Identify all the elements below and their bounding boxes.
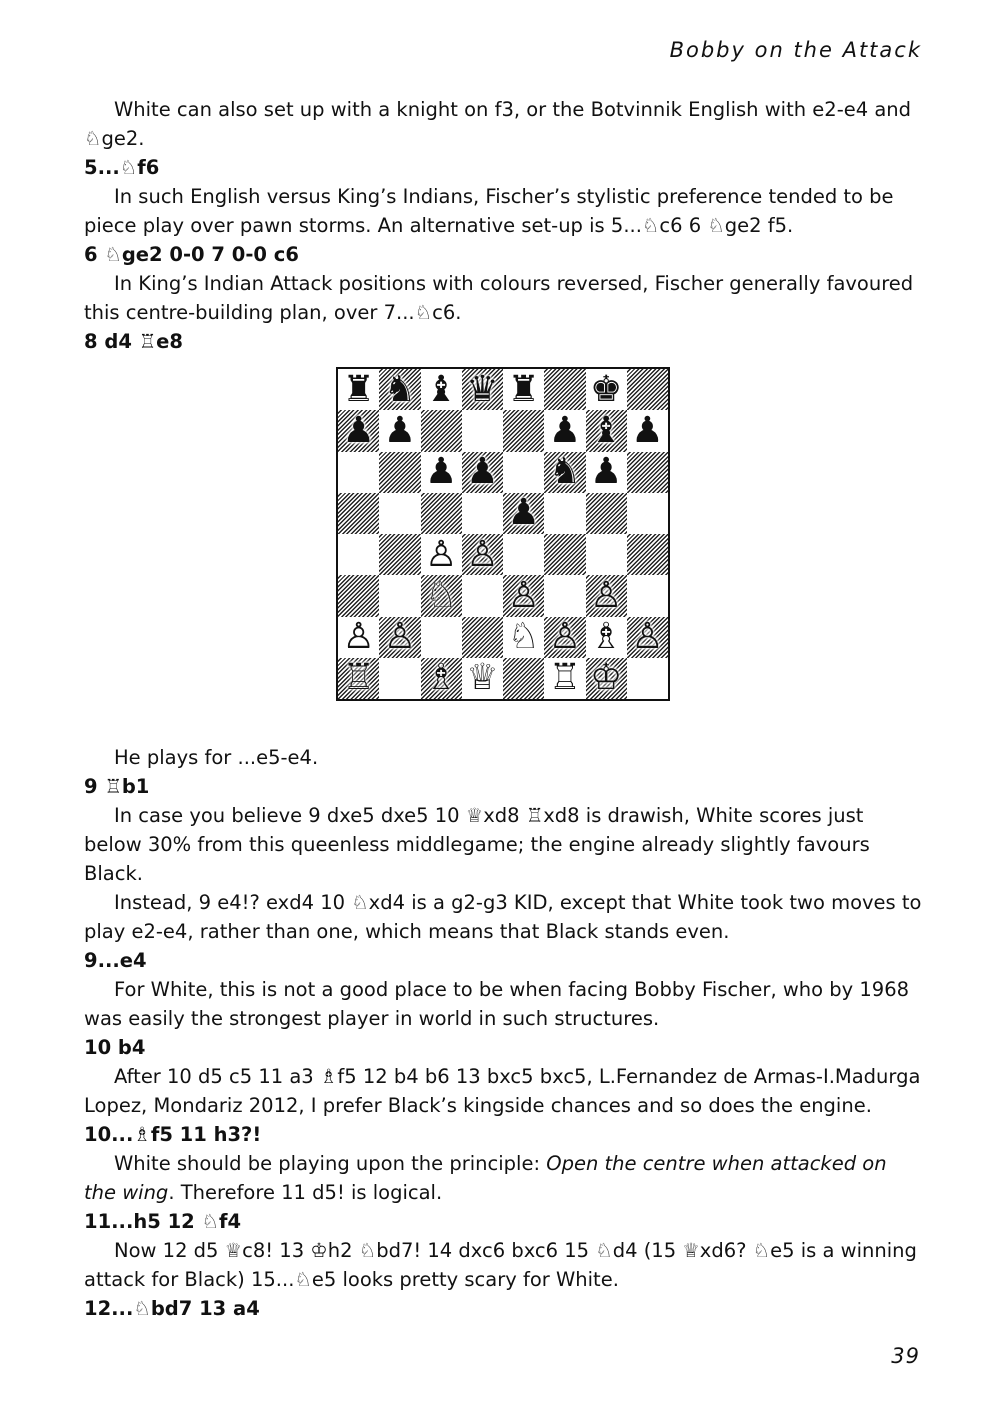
chess-diagram [334,365,672,703]
square-b6 [379,452,420,493]
text-block-bottom [84,743,924,1323]
square-a8 [338,369,379,410]
square-c6 [421,452,462,493]
running-header: Bobby on the Attack [669,38,922,62]
chess-piece-icon: ♙ [466,533,499,575]
square-e4 [503,534,544,575]
paragraph-text: . Therefore 11 d5! is logical. [168,1181,443,1204]
move-line: 10...♗f5 11 h3?! [84,1123,262,1146]
square-a2 [338,617,379,658]
move-line: 8 d4 ♖e8 [84,330,183,353]
square-b8 [379,369,420,410]
chess-piece-icon: ♟ [466,451,499,493]
square-h5 [627,493,668,534]
square-d6 [462,452,503,493]
square-f5 [544,493,585,534]
chess-piece-icon: ♜ [507,368,540,410]
square-c1 [421,658,462,699]
square-d7 [462,410,503,451]
paragraph [84,1149,924,1207]
text-block-top [84,95,924,356]
chess-piece-icon: ♞ [548,451,582,493]
square-d8 [462,369,503,410]
square-d5 [462,493,503,534]
paragraph: Instead, 9 e4!? exd4 10 ♘xd4 is a g2-g3 KID, except that White took two moves to play e2-e4, rather than one, which means that Black stands even. [84,891,922,943]
square-d4 [462,534,503,575]
paragraph: In such English versus King’s Indians, Fischer’s stylistic preference tended to be piece play over pawn storms. An alternative set-up is 5...♘c6 6 ♘ge2 f5. [84,185,894,237]
principle-italic: Open the centre when attacked on the wing [84,1152,887,1204]
square-b2 [379,617,420,658]
square-h2 [627,617,668,658]
chess-piece-icon: ♔ [589,657,623,699]
square-f6 [544,452,585,493]
chess-piece-icon: ♙ [589,574,623,616]
paragraph-text: White should be playing upon the principle: [114,1152,547,1175]
chess-piece-icon: ♖ [342,657,375,699]
square-c3 [421,575,462,616]
square-h1 [627,658,668,699]
move-line: 10 b4 [84,1036,146,1059]
square-g2 [586,617,627,658]
chess-piece-icon: ♕ [466,657,499,699]
chess-piece-icon: ♙ [507,574,540,616]
chess-piece-icon: ♞ [383,368,417,410]
chess-piece-icon: ♟ [548,409,582,451]
page-number: 39 [891,1344,920,1368]
square-f7 [544,410,585,451]
square-c2 [421,617,462,658]
square-a7 [338,410,379,451]
square-b3 [379,575,420,616]
square-f8 [544,369,585,410]
square-b7 [379,410,420,451]
square-e3 [503,575,544,616]
chess-piece-icon: ♙ [342,616,375,658]
square-e6 [503,452,544,493]
chess-piece-icon: ♟ [424,451,458,493]
move-line: 6 ♘ge2 0-0 7 0-0 c6 [84,243,299,266]
chess-piece-icon: ♛ [466,368,499,410]
square-b4 [379,534,420,575]
chess-piece-icon: ♘ [424,574,458,616]
square-a4 [338,534,379,575]
square-e5 [503,493,544,534]
chess-board [336,367,670,701]
square-c7 [421,410,462,451]
square-g1 [586,658,627,699]
chess-piece-icon: ♘ [507,616,540,658]
paragraph: Now 12 d5 ♕c8! 13 ♔h2 ♘bd7! 14 dxc6 bxc6 15 ♘d4 (15 ♕xd6? ♘e5 is a winning attack for Black) 15...♘e5 looks pretty scary for White. [84,1239,917,1291]
square-h3 [627,575,668,616]
square-g7 [586,410,627,451]
chess-piece-icon: ♟ [383,409,417,451]
move-line: 9 ♖b1 [84,775,150,798]
square-c5 [421,493,462,534]
chess-piece-icon: ♝ [424,368,458,410]
square-h4 [627,534,668,575]
square-e2 [503,617,544,658]
square-c8 [421,369,462,410]
chess-piece-icon: ♟ [507,492,540,534]
square-h6 [627,452,668,493]
square-b1 [379,658,420,699]
move-line: 5...♘f6 [84,156,160,179]
square-f4 [544,534,585,575]
chess-piece-icon: ♗ [424,657,458,699]
chess-piece-icon: ♙ [383,616,417,658]
move-line: 9...e4 [84,949,147,972]
square-a6 [338,452,379,493]
square-d1 [462,658,503,699]
paragraph: In King’s Indian Attack positions with colours reversed, Fischer generally favoured this centre-building plan, over 7...♘c6. [84,272,914,324]
paragraph: White can also set up with a knight on f3, or the Botvinnik English with e2-e4 and ♘ge2. [84,98,912,150]
square-b5 [379,493,420,534]
square-g4 [586,534,627,575]
square-g3 [586,575,627,616]
chess-piece-icon: ♙ [548,616,582,658]
chess-piece-icon: ♙ [631,616,664,658]
move-line: 11...h5 12 ♘f4 [84,1210,242,1233]
square-a5 [338,493,379,534]
square-g8 [586,369,627,410]
chess-piece-icon: ♜ [342,368,375,410]
paragraph: He plays for ...e5-e4. [114,746,319,769]
square-e8 [503,369,544,410]
chess-piece-icon: ♚ [589,368,623,410]
chess-piece-icon: ♙ [424,533,458,575]
square-h7 [627,410,668,451]
square-g5 [586,493,627,534]
square-a1 [338,658,379,699]
square-d2 [462,617,503,658]
square-f3 [544,575,585,616]
square-h8 [627,369,668,410]
square-e7 [503,410,544,451]
chess-piece-icon: ♝ [589,409,623,451]
paragraph: In case you believe 9 dxe5 dxe5 10 ♕xd8 ♖xd8 is drawish, White scores just below 30% from this queenless middlegame; the engine already slightly favours Black. [84,804,870,885]
chess-piece-icon: ♗ [589,616,623,658]
square-g6 [586,452,627,493]
square-c4 [421,534,462,575]
chess-piece-icon: ♟ [631,409,664,451]
paragraph: After 10 d5 c5 11 a3 ♗f5 12 b4 b6 13 bxc5 bxc5, L.Fernandez de Armas-I.Madurga Lopez, Mondariz 2012, I prefer Black’s kingside chances and so does the engine. [84,1065,921,1117]
square-e1 [503,658,544,699]
square-f1 [544,658,585,699]
chess-piece-icon: ♖ [548,657,582,699]
square-a3 [338,575,379,616]
paragraph: For White, this is not a good place to be when facing Bobby Fischer, who by 1968 was easily the strongest player in world in such structures. [84,978,910,1030]
move-line: 12...♘bd7 13 a4 [84,1297,260,1320]
chess-piece-icon: ♟ [342,409,375,451]
chess-piece-icon: ♟ [589,451,623,493]
square-f2 [544,617,585,658]
square-d3 [462,575,503,616]
